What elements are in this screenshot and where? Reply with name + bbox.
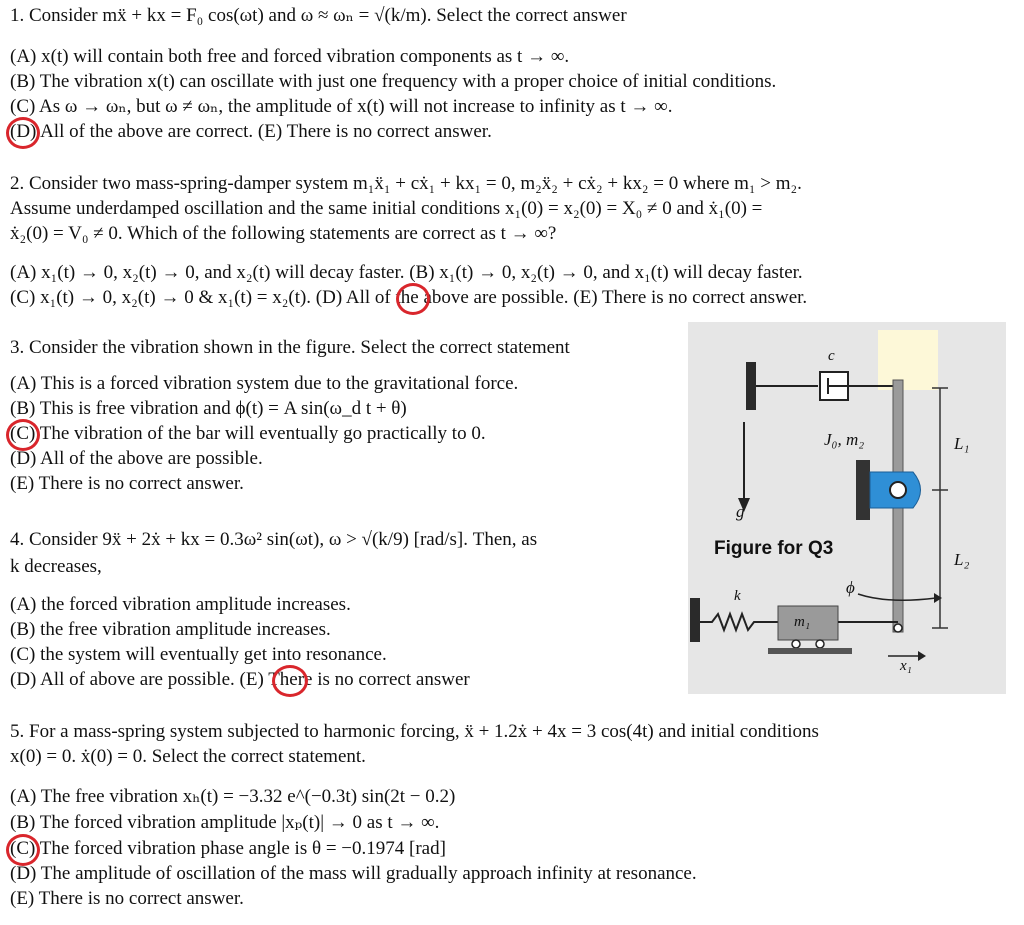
label-l2: L₂ [954, 550, 970, 569]
q5-stem-line1: 5. For a mass-spring system subjected to harmonic forcing, ẍ + 1.2ẋ + 4x = 3 cos(4t) and initial conditions [10, 721, 819, 742]
label-k: k [734, 588, 741, 604]
q1-option-c: (C) As ω → ωₙ, but ω ≠ ωₙ, the amplitude of x(t) will not increase to infinity as t → ∞. [10, 96, 673, 117]
q3-option-d: (D) All of the above are possible. [10, 448, 263, 469]
q5-option-b: (B) The forced vibration amplitude |xₚ(t)| → 0 as t → ∞. [10, 812, 440, 833]
q2-stem-line3: ẋ₂(0) = V₀ ≠ 0. Which of the following statements are correct as t → ∞? [10, 223, 557, 244]
q4-option-de: (D) All of above are possible. (E) There is no correct answer [10, 669, 470, 690]
q4-option-a: (A) the forced vibration amplitude increases. [10, 594, 351, 615]
q2-option-ab: (A) x₁(t) → 0, x₂(t) → 0, and x₂(t) will decay faster. (B) x₁(t) → 0, x₂(t) → 0, and x₁(t) will decay faster. [10, 262, 803, 283]
q3-figure [688, 322, 1006, 694]
q3-option-b: (B) This is free vibration and ϕ(t) = A sin(ω_d t + θ) [10, 398, 407, 419]
q4-option-b: (B) the free vibration amplitude increases. [10, 619, 331, 640]
label-x1: x₁ [900, 658, 912, 674]
q3-option-c: (C) The vibration of the bar will eventually go practically to 0. [10, 423, 486, 444]
q1-option-b: (B) The vibration x(t) can oscillate with just one frequency with a proper choice of initial conditions. [10, 71, 777, 92]
label-c: c [828, 348, 835, 364]
label-phi: ϕ [846, 578, 855, 597]
wheel-left [792, 640, 800, 648]
q5-option-a: (A) The free vibration xₕ(t) = −3.32 e^(−0.3t) sin(2t − 0.2) [10, 786, 456, 807]
q4-stem-line1: 4. Consider 9ẍ + 2ẋ + kx = 0.3ω² sin(ωt), ω > √(k/9) [rad/s]. Then, as [10, 529, 538, 550]
q5-option-e: (E) There is no correct answer. [10, 888, 244, 909]
figure-note-patch [878, 330, 938, 390]
q5-stem-line2: x(0) = 0. ẋ(0) = 0. Select the correct statement. [10, 746, 366, 767]
q1-option-a: (A) x(t) will contain both free and forced vibration components as t → ∞. [10, 46, 570, 67]
q5-option-c: (C) The forced vibration phase angle is θ = −0.1974 [rad] [10, 838, 446, 859]
label-g: g [736, 502, 745, 521]
wall-bottom [690, 598, 700, 642]
q3-stem: 3. Consider the vibration shown in the figure. Select the correct statement [10, 337, 570, 358]
q2-stem-line1: 2. Consider two mass-spring-damper system m₁ẍ₁ + cẋ₁ + kx₁ = 0, m₂ẍ₂ + cẋ₂ + kx₂ = 0 where m₁ > m₂. [10, 173, 802, 194]
q3-option-e: (E) There is no correct answer. [10, 473, 244, 494]
q1-option-de: (D) All of the above are correct. (E) There is no correct answer. [10, 121, 492, 142]
q3-option-a: (A) This is a forced vibration system due to the gravitational force. [10, 373, 519, 394]
q4-stem-line2: k decreases, [10, 556, 102, 577]
q2-option-cde: (C) x₁(t) → 0, x₂(t) → 0 & x₁(t) = x₂(t). (D) All of the above are possible. (E) There is no correct answer. [10, 287, 808, 308]
bar-bottom-pin [894, 624, 902, 632]
pivot-wall [856, 460, 870, 520]
q4-option-c: (C) the system will eventually get into resonance. [10, 644, 387, 665]
label-j-m2: J₀, m₂ [824, 430, 865, 449]
wheel-right [816, 640, 824, 648]
q5-option-d: (D) The amplitude of oscillation of the mass will gradually approach infinity at resonance. [10, 863, 697, 884]
q1-stem: 1. Consider mẍ + kx = F₀ cos(ωt) and ω ≈ ωₙ = √(k/m). Select the correct answer [10, 5, 627, 26]
label-l1: L₁ [954, 434, 970, 453]
ground [768, 648, 852, 654]
pivot-pin [890, 482, 906, 498]
wall-top [746, 362, 756, 410]
figure-caption: Figure for Q3 [714, 538, 834, 559]
label-m1: m₁ [794, 614, 811, 630]
q2-stem-line2: Assume underdamped oscillation and the same initial conditions x₁(0) = x₂(0) = X₀ ≠ 0 and ẋ₁(0) = [10, 198, 763, 219]
